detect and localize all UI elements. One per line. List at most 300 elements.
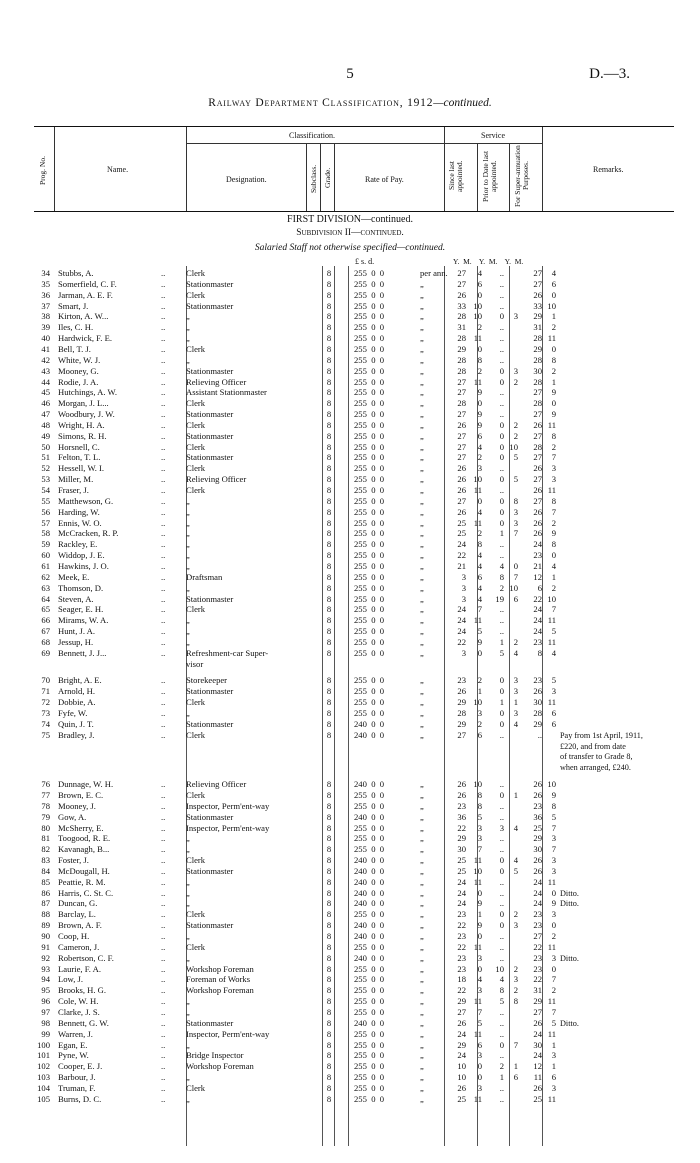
leader-dots: .. (161, 278, 166, 289)
cell-desig: Workshop Foreman (186, 985, 254, 996)
cell-sub: 8 (326, 833, 332, 844)
cell-y3: 29 (533, 833, 542, 844)
col-prior-label: Prior to Date last appointed. (481, 150, 498, 202)
table-row (34, 697, 684, 708)
col-rate-label: Rate of Pay. (365, 175, 404, 184)
col-rate-of-pay (334, 143, 444, 211)
leader-dots: .. (161, 582, 166, 593)
cell-y2: .. (499, 729, 504, 740)
cell-m3: 11 (547, 697, 556, 708)
cell-desig: visor (186, 658, 204, 669)
cell-no: 105 (37, 1093, 50, 1104)
cell-m3: 9 (551, 898, 556, 909)
cell-desig: Stationmaster (186, 593, 234, 604)
cell-no: 71 (41, 686, 50, 697)
table-row (34, 409, 684, 420)
cell-pay: 255 0 0 (354, 441, 385, 452)
cell-pay: 255 0 0 (354, 376, 385, 387)
cell-y2: .. (499, 322, 504, 333)
cell-y2: .. (499, 844, 504, 855)
cell-m1: 2 (477, 322, 482, 333)
cell-y1: 22 (457, 985, 466, 996)
cell-sub: 8 (326, 1093, 332, 1104)
cell-m2: 4 (513, 822, 518, 833)
cell-name: Miller, M. (58, 474, 94, 485)
cell-m1: 9 (477, 636, 482, 647)
leader-dots: .. (161, 1039, 166, 1050)
cell-desig: „ (186, 887, 190, 898)
cell-sub: 8 (326, 387, 332, 398)
cell-y2: 0 (499, 708, 504, 718)
cell-m1: 1 (477, 686, 482, 697)
cell-y2: 0 (499, 311, 504, 322)
cell-desig: Foreman of Works (186, 974, 251, 985)
cell-m2: 6 (513, 1072, 518, 1083)
cell-desig: Inspector, Perm'ent-way (186, 822, 270, 833)
cell-name: Iles, C. H. (58, 322, 94, 333)
cell-m3: 3 (551, 1082, 556, 1093)
cell-desig: „ (186, 311, 190, 322)
leader-dots: .. (161, 571, 166, 582)
cell-name: Wright, H. A. (58, 419, 105, 430)
cell-name: Dobbie, A. (58, 697, 96, 708)
cell-y3: 26 (533, 1082, 542, 1093)
cell-m1: 9 (477, 898, 482, 909)
cell-pa: „ (420, 343, 424, 354)
cell-y2: .. (499, 833, 504, 844)
cell-m3: 7 (551, 604, 556, 615)
cell-sub: 8 (326, 1006, 332, 1017)
cell-pa: „ (420, 463, 424, 474)
cell-m1: 6 (477, 278, 482, 289)
cell-m3: 2 (551, 985, 556, 996)
cell-name: Fraser, J. (58, 485, 89, 495)
col-grade (320, 143, 334, 211)
cell-y1: 27 (457, 1006, 466, 1017)
cell-y3: 26 (533, 865, 542, 876)
table-row (34, 431, 684, 442)
cell-m3: 9 (551, 789, 556, 800)
leader-dots: .. (161, 963, 166, 974)
cell-desig: Clerk (186, 729, 206, 740)
cell-sub: 8 (326, 604, 332, 615)
table-row (34, 964, 684, 975)
cell-y3: 24 (533, 539, 542, 550)
cell-y3: 24 (533, 615, 542, 626)
cell-no: 35 (41, 278, 50, 289)
cell-m1: 2 (477, 718, 482, 729)
leader-dots: .. (161, 779, 166, 790)
cell-no: 101 (37, 1050, 50, 1061)
page-number: 5 (346, 66, 354, 82)
table-row (34, 1007, 684, 1018)
cell-y3: 29 (533, 718, 542, 729)
cell-m3: 9 (551, 387, 556, 398)
table-row (34, 730, 684, 741)
cell-rem: Pay from 1st April, 1911, (560, 730, 643, 740)
cell-pa: „ (420, 974, 424, 985)
cell-pay: 255 0 0 (354, 430, 385, 441)
table-row (34, 790, 684, 801)
cell-m1: 0 (477, 1072, 482, 1083)
cell-no: 55 (41, 495, 50, 506)
leader-dots: .. (161, 1093, 166, 1104)
cell-y1: 26 (457, 289, 466, 300)
cell-m1: 10 (473, 474, 482, 485)
cell-pa: „ (420, 675, 424, 686)
cell-desig: Relieving Officer (186, 779, 247, 790)
cell-m3: 3 (551, 686, 556, 697)
table-row (34, 474, 684, 485)
leader-dots: .. (161, 1006, 166, 1017)
cell-y2: 0 (499, 430, 504, 441)
cell-m3: 6 (551, 278, 556, 289)
cell-pa: „ (420, 1093, 424, 1104)
cell-desig: Clerk (186, 268, 206, 278)
cell-desig: Clerk (186, 485, 206, 495)
leader-dots: .. (161, 996, 166, 1007)
cell-m1: 10 (473, 697, 482, 708)
cell-m1: 4 (477, 593, 482, 604)
cell-m2: 1 (513, 789, 518, 800)
cell-y2: .. (499, 1093, 504, 1104)
cell-y1: 23 (457, 909, 466, 920)
leader-dots: .. (161, 974, 166, 985)
cell-pa: „ (420, 822, 424, 833)
table-row (34, 909, 684, 920)
cell-no: 103 (37, 1072, 50, 1083)
cell-pay: 255 0 0 (354, 582, 385, 593)
table-row (34, 572, 684, 583)
cell-no: 68 (41, 636, 50, 647)
cell-pa: „ (420, 963, 424, 974)
cell-y3: 26 (533, 485, 542, 495)
cell-y2: .. (499, 539, 504, 550)
cell-m1: 4 (477, 268, 482, 278)
table-row (34, 366, 684, 377)
cell-pa: „ (420, 495, 424, 506)
cell-sub: 8 (326, 822, 332, 833)
cell-y3: 12 (533, 571, 542, 582)
leader-dots: .. (161, 898, 166, 909)
cell-pa: „ (420, 800, 424, 811)
cell-pay: 240 0 0 (354, 1017, 385, 1028)
cell-pay: 255 0 0 (354, 571, 385, 582)
cell-desig: Stationmaster (186, 365, 234, 376)
cell-m3: 6 (551, 1072, 556, 1083)
cell-m3: 2 (551, 931, 556, 941)
cell-y2: .. (499, 898, 504, 909)
cell-y3: 23 (533, 909, 542, 920)
cell-name: Morgan, J. L... (58, 398, 109, 409)
cell-m1: 0 (477, 1061, 482, 1072)
cell-y1: 28 (457, 311, 466, 322)
leader-dots: .. (161, 985, 166, 996)
cell-m3: 5 (551, 1017, 556, 1028)
cell-pay: 255 0 0 (354, 626, 385, 637)
table-row (34, 779, 684, 790)
cell-desig: „ (186, 833, 190, 844)
leader-dots: .. (161, 593, 166, 604)
cell-y1: 24 (457, 876, 466, 887)
leader-dots: .. (161, 398, 166, 409)
cell-desig: Stationmaster (186, 300, 234, 311)
cell-name: McCracken, R. P. (58, 528, 119, 539)
cell-y3: 31 (533, 985, 542, 996)
cell-desig: Stationmaster (186, 686, 234, 697)
cell-pay: 240 0 0 (354, 920, 385, 931)
cell-m2: 3 (513, 311, 518, 322)
table-row (34, 290, 684, 301)
cell-y1: 25 (457, 855, 466, 866)
cell-y2: .. (499, 615, 504, 626)
cell-no: 51 (41, 452, 50, 463)
cell-pa: „ (420, 865, 424, 876)
cell-m3: 0 (551, 887, 556, 898)
cell-pay: 255 0 0 (354, 1050, 385, 1061)
cell-sub: 8 (326, 1082, 332, 1093)
cell-pay: 240 0 0 (354, 887, 385, 898)
cell-y2: 5 (499, 647, 504, 658)
cell-name: Dunnage, W. H. (58, 779, 114, 790)
cell-y1: 29 (457, 697, 466, 708)
col-prog-no-label: Prog. No. (38, 156, 47, 186)
cell-y1: 27 (457, 452, 466, 463)
cell-m3: 11 (547, 636, 556, 647)
leader-dots: .. (161, 333, 166, 344)
cell-y2: .. (499, 485, 504, 495)
cell-no: 89 (41, 920, 50, 931)
cell-sub: 8 (326, 1072, 332, 1083)
cell-y1: 24 (457, 887, 466, 898)
leader-dots: .. (161, 789, 166, 800)
cell-m3: 2 (551, 322, 556, 333)
cell-y3: 27 (533, 474, 542, 485)
cell-m2: 2 (513, 376, 518, 387)
cell-m2: 3 (513, 708, 518, 718)
cell-m3: 1 (551, 376, 556, 387)
cell-pa: per ann. (420, 268, 448, 278)
cell-name: Horsnell, C. (58, 441, 100, 452)
cell-y2: 3 (499, 822, 504, 833)
cell-y3: 29 (533, 996, 542, 1007)
cell-desig: Bridge Inspector (186, 1050, 244, 1061)
cell-m2: 1 (513, 1061, 518, 1072)
table-row (34, 518, 684, 529)
cell-m2: 5 (513, 865, 518, 876)
cell-y2: 0 (499, 920, 504, 931)
cell-pay: 255 0 0 (354, 419, 385, 430)
cell-sub: 8 (326, 800, 332, 811)
cell-m1: 11 (473, 876, 482, 887)
cell-y1: 29 (457, 996, 466, 1007)
cell-desig: Clerk (186, 289, 206, 300)
cell-no: 44 (41, 376, 50, 387)
cell-name: Foster, J. (58, 855, 89, 866)
cell-y2: 4 (499, 974, 504, 985)
cell-desig: „ (186, 322, 190, 333)
table-row (34, 615, 684, 626)
cell-pa: „ (420, 398, 424, 409)
cell-y1: 23 (457, 931, 466, 941)
cell-y1: 18 (457, 974, 466, 985)
cell-name: Truman, F. (58, 1082, 96, 1093)
cell-m1: 7 (477, 604, 482, 615)
cell-y2: 0 (499, 855, 504, 866)
cell-rem: Ditto. (560, 953, 579, 963)
cell-rem: Ditto. (560, 1018, 579, 1028)
cell-name: Robertson, C. F. (58, 952, 114, 963)
col-name (54, 127, 186, 211)
cell-no: 56 (41, 506, 50, 517)
leader-dots: .. (161, 268, 166, 278)
cell-m1: 9 (477, 920, 482, 931)
table-row (34, 485, 684, 496)
cell-y2: 0 (499, 441, 504, 452)
cell-m3: 4 (551, 560, 556, 571)
cell-pay: 255 0 0 (354, 833, 385, 844)
cell-pa: „ (420, 430, 424, 441)
title-suffix: —continued. (433, 97, 492, 109)
cell-y1: 22 (457, 941, 466, 952)
cell-no: 66 (41, 615, 50, 626)
cell-pa: „ (420, 1028, 424, 1039)
cell-sub: 8 (326, 495, 332, 506)
cell-y2: .. (499, 1006, 504, 1017)
cell-y3: 27 (533, 931, 542, 941)
cell-pay: 255 0 0 (354, 636, 385, 647)
cell-name: Jessup, H. (58, 636, 94, 647)
table-row (34, 1061, 684, 1072)
cell-desig: Stationmaster (186, 278, 234, 289)
cell-m2: 3 (513, 686, 518, 697)
cell-y3: 23 (533, 636, 542, 647)
cell-name: Bennett, J. J... (58, 647, 107, 658)
leader-dots: .. (161, 865, 166, 876)
cell-desig: „ (186, 354, 190, 365)
table-row (34, 268, 684, 279)
cell-no: 92 (41, 952, 50, 963)
cell-y3: 27 (533, 1006, 542, 1017)
cell-pay: 255 0 0 (354, 697, 385, 708)
leader-dots: .. (161, 675, 166, 686)
cell-y2: .. (499, 463, 504, 474)
cell-y1: 24 (457, 1028, 466, 1039)
cell-name: Low, J. (58, 974, 83, 985)
cell-pay: 255 0 0 (354, 333, 385, 344)
cell-y2: 5 (499, 996, 504, 1007)
cell-no: 65 (41, 604, 50, 615)
staff-heading: Salaried Staff not otherwise specified—continued. (254, 243, 446, 253)
cell-desig: Clerk (186, 909, 206, 920)
cell-m2: 2 (513, 963, 518, 974)
cell-y2: 0 (499, 789, 504, 800)
cell-sub: 8 (326, 718, 332, 729)
cell-y3: 24 (533, 626, 542, 637)
leader-dots: .. (161, 419, 166, 430)
cell-name: Matthewson, G. (58, 495, 114, 506)
table-row (34, 996, 684, 1007)
cell-name: Somerfield, C. F. (58, 278, 117, 289)
cell-m1: 3 (477, 952, 482, 963)
cell-pa: „ (420, 376, 424, 387)
cell-desig: Assistant Stationmaster (186, 387, 267, 398)
cell-pa: „ (420, 354, 424, 365)
cell-sub: 8 (326, 985, 332, 996)
cell-pa: „ (420, 844, 424, 855)
cell-m3: 1 (551, 311, 556, 322)
cell-sub: 8 (326, 452, 332, 463)
cell-pa: „ (420, 729, 424, 740)
cell-m1: 0 (477, 963, 482, 974)
cell-pay: 255 0 0 (354, 615, 385, 626)
cell-m1: 8 (477, 800, 482, 811)
cell-y3: 23 (533, 920, 542, 931)
cell-m3: 10 (547, 593, 556, 604)
cell-pay: 255 0 0 (354, 800, 385, 811)
cell-y2: .. (499, 811, 504, 822)
cell-m1: 2 (477, 365, 482, 376)
leader-dots: .. (161, 1072, 166, 1083)
cell-desig: Stationmaster (186, 452, 234, 463)
cell-y2: .. (499, 779, 504, 790)
cell-name: Brooks, H. G. (58, 985, 106, 996)
cell-m1: 11 (473, 1093, 482, 1104)
cell-sub: 8 (326, 278, 332, 289)
cell-y3: 6 (537, 582, 542, 593)
table-row (34, 387, 684, 398)
cell-y2: .. (499, 887, 504, 898)
cell-no: 104 (37, 1082, 50, 1093)
cell-m2: 3 (513, 675, 518, 686)
cell-y2: .. (499, 343, 504, 354)
cell-no: 59 (41, 539, 50, 550)
cell-desig: Clerk (186, 343, 206, 354)
cell-m1: 11 (473, 855, 482, 866)
leader-dots: .. (161, 322, 166, 333)
cell-y1: 25 (457, 1093, 466, 1104)
cell-y2: .. (499, 268, 504, 278)
cell-pa: „ (420, 1072, 424, 1083)
cell-m1: 3 (477, 708, 482, 718)
cell-y2: 0 (499, 686, 504, 697)
cell-m3: 4 (551, 647, 556, 658)
cell-pa: „ (420, 779, 424, 790)
cell-m3: 7 (551, 974, 556, 985)
cell-desig: „ (186, 528, 190, 539)
cell-m3: 1 (551, 1039, 556, 1050)
table-row (34, 322, 684, 333)
cell-pay: 255 0 0 (354, 593, 385, 604)
cell-m2: 4 (513, 718, 518, 729)
table-header (34, 126, 674, 212)
cell-y3: 27 (533, 268, 542, 278)
cell-name: McDougall, H. (58, 865, 110, 876)
table-row (34, 762, 684, 773)
table-row (34, 942, 684, 953)
cell-no: 36 (41, 289, 50, 300)
cell-y1: 28 (457, 365, 466, 376)
leader-dots: .. (161, 811, 166, 822)
cell-m1: 0 (477, 647, 482, 658)
cell-m3: 11 (547, 419, 556, 430)
cell-sub: 8 (326, 322, 332, 333)
cell-y1: 10 (457, 1072, 466, 1083)
table-row (34, 1018, 684, 1029)
cell-pa: „ (420, 604, 424, 615)
cell-sub: 8 (326, 1061, 332, 1072)
leader-dots: .. (161, 876, 166, 887)
